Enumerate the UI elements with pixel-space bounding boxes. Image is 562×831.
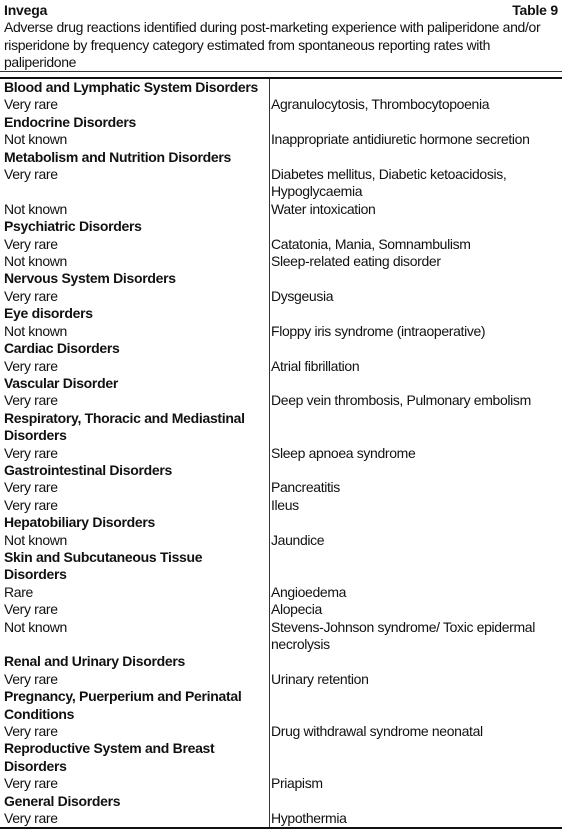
reaction-cell: Inappropriate antidiuretic hormone secretion	[271, 131, 530, 148]
category-heading: Endocrine Disorders	[4, 113, 137, 130]
reaction-cell: Atrial fibrillation	[271, 357, 360, 374]
reaction-cell: Stevens-Johnson syndrome/ Toxic epidermal necrolysis	[271, 618, 535, 652]
reaction-cell: Ileus	[271, 496, 299, 513]
table-row	[0, 166, 562, 201]
reaction-cell: Catatonia, Mania, Somnambulism	[271, 235, 471, 252]
table-row	[0, 358, 562, 375]
reaction-cell: Angioedema	[271, 583, 347, 600]
reaction-cell: Deep vein thrombosis, Pulmonary embolism	[271, 392, 531, 409]
frequency-cell: Very rare	[4, 810, 58, 827]
category-row	[0, 688, 562, 723]
reaction-cell: Jaundice	[271, 531, 325, 548]
table-row	[0, 288, 562, 305]
table-row	[0, 131, 562, 148]
drug-name: Invega	[4, 2, 48, 18]
category-row	[0, 305, 562, 322]
reaction-cell: Water intoxication	[271, 200, 376, 217]
frequency-cell: Very rare	[4, 775, 58, 792]
table-row	[0, 253, 562, 270]
category-heading: Skin and Subcutaneous Tissue Disorders	[4, 548, 203, 583]
table-row	[0, 601, 562, 618]
table-row	[0, 619, 562, 654]
category-row	[0, 149, 562, 166]
frequency-cell: Very rare	[4, 287, 58, 304]
frequency-cell: Very rare	[4, 96, 58, 113]
frequency-cell: Very rare	[4, 235, 58, 252]
reaction-cell: Hypothermia	[271, 810, 347, 827]
table-row	[0, 201, 562, 218]
category-row	[0, 462, 562, 479]
frequency-cell: Very rare	[4, 670, 58, 687]
table-row	[0, 236, 562, 253]
frequency-cell: Very rare	[4, 357, 58, 374]
table-row	[0, 723, 562, 740]
reaction-cell: Alopecia	[271, 601, 322, 618]
table-label: Table 9	[512, 2, 558, 18]
table-row	[0, 532, 562, 549]
category-heading: Reproductive System and Breast Disorders	[4, 740, 215, 774]
frequency-cell: Very rare	[4, 601, 58, 618]
adverse-reactions-table	[0, 79, 562, 827]
table-header	[0, 0, 562, 72]
frequency-cell: Very rare	[4, 392, 58, 409]
table-row	[0, 671, 562, 688]
frequency-cell: Very rare	[4, 444, 58, 461]
category-row	[0, 79, 562, 96]
frequency-cell: Not known	[4, 200, 67, 217]
category-heading: Blood and Lymphatic System Disorders	[4, 79, 258, 95]
reaction-cell: Diabetes mellitus, Diabetic ketoacidosis, Hypoglycaemia	[271, 166, 507, 200]
table-row	[0, 323, 562, 340]
frequency-cell: Not known	[4, 253, 67, 270]
reaction-cell: Pancreatitis	[271, 479, 340, 496]
frequency-cell: Very rare	[4, 723, 58, 740]
category-heading: Gastrointestinal Disorders	[4, 461, 173, 478]
frequency-cell: Very rare	[4, 479, 58, 496]
table-row	[0, 96, 562, 113]
category-heading: General Disorders	[4, 792, 121, 809]
frequency-cell: Not known	[4, 531, 67, 548]
table-row	[0, 584, 562, 601]
category-row	[0, 340, 562, 357]
category-heading: Metabolism and Nutrition Disorders	[4, 148, 232, 165]
category-row	[0, 653, 562, 670]
frequency-cell: Not known	[4, 618, 67, 635]
bottom-rule	[0, 827, 562, 829]
frequency-cell: Not known	[4, 322, 67, 339]
category-heading: Respiratory, Thoracic and Mediastinal Disorders	[4, 409, 245, 444]
reaction-cell: Drug withdrawal syndrome neonatal	[271, 723, 483, 740]
category-heading: Renal and Urinary Disorders	[4, 653, 185, 670]
table-row	[0, 775, 562, 792]
reaction-cell: Sleep-related eating disorder	[271, 253, 441, 270]
category-heading: Psychiatric Disorders	[4, 218, 142, 235]
category-row	[0, 270, 562, 287]
table-row	[0, 445, 562, 462]
frequency-cell: Very rare	[4, 496, 58, 513]
table-row	[0, 392, 562, 409]
reaction-cell: Sleep apnoea syndrome	[271, 444, 416, 461]
table-row	[0, 479, 562, 496]
category-row	[0, 114, 562, 131]
category-heading: Nervous System Disorders	[4, 270, 176, 287]
category-heading: Eye disorders	[4, 305, 93, 322]
reaction-cell: Urinary retention	[271, 670, 369, 687]
table-caption: Adverse drug reactions identified during post-marketing experience with paliperidone and/or risperidone by frequency category estimated from spontaneous reporting rates with paliperidone	[4, 19, 541, 71]
category-heading: Pregnancy, Puerperium and Perinatal Conditions	[4, 688, 242, 722]
frequency-cell: Rare	[4, 583, 33, 600]
frequency-cell: Not known	[4, 131, 67, 148]
category-heading: Vascular Disorder	[4, 374, 118, 391]
frequency-cell: Very rare	[4, 166, 58, 183]
reaction-cell: Priapism	[271, 775, 323, 792]
category-row	[0, 218, 562, 235]
category-row	[0, 740, 562, 775]
table-row	[0, 810, 562, 827]
category-row	[0, 410, 562, 445]
title-row	[4, 2, 558, 19]
category-row	[0, 793, 562, 810]
category-row	[0, 549, 562, 584]
category-heading: Hepatobiliary Disorders	[4, 514, 156, 531]
table-row	[0, 497, 562, 514]
category-heading: Cardiac Disorders	[4, 340, 120, 357]
category-row	[0, 514, 562, 531]
reaction-cell: Agranulocytosis, Thrombocytopoenia	[271, 96, 490, 113]
reaction-cell: Floppy iris syndrome (intraoperative)	[271, 322, 486, 339]
category-row	[0, 375, 562, 392]
reaction-cell: Dysgeusia	[271, 287, 334, 304]
